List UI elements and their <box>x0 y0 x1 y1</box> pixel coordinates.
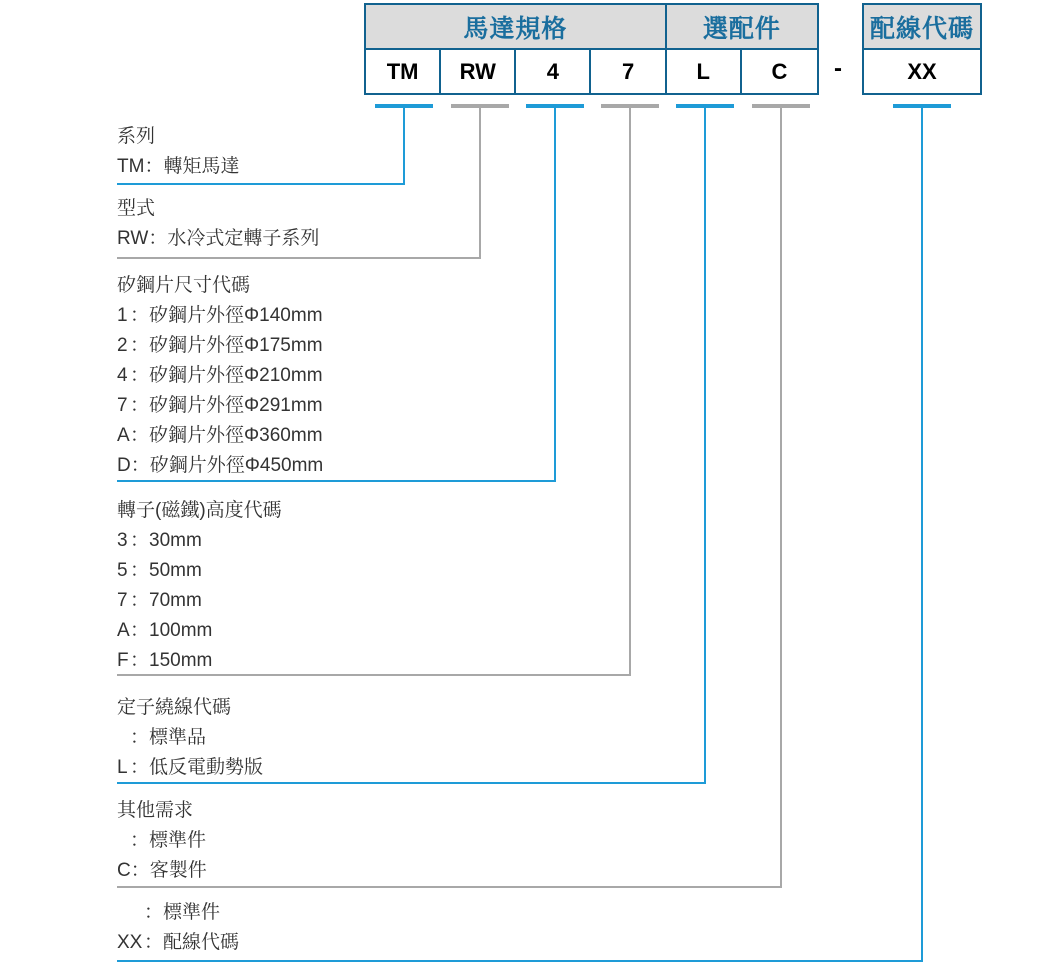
code-cell-other: C <box>771 58 788 84</box>
code-value: F <box>117 650 129 671</box>
code-description: 70mm <box>149 590 202 611</box>
colon: ： <box>130 590 150 611</box>
code-value: 5 <box>117 560 128 581</box>
section-title: 定子繞線代碼 <box>117 697 232 718</box>
colon: ： <box>130 335 150 356</box>
table-header-options: 選配件 <box>667 5 817 50</box>
colon: ： <box>130 757 150 778</box>
colon: ： <box>148 228 168 249</box>
section-type <box>117 194 319 254</box>
code-value: D <box>117 455 131 476</box>
code-value: A <box>117 425 130 446</box>
colon: ： <box>144 902 164 923</box>
section-title: 矽鋼片尺寸代碼 <box>117 275 251 296</box>
code-cell-lamination: 4 <box>516 50 591 93</box>
connector-line-wiring-code <box>921 104 923 962</box>
code-value: XX <box>117 932 143 953</box>
section-series <box>117 122 239 182</box>
code-description: 矽鋼片外徑Φ140mm <box>149 305 323 326</box>
code-description: 矽鋼片外徑Φ210mm <box>149 365 323 386</box>
connector-line-rotor-magnet-height-code <box>629 104 631 676</box>
separator-dash: - <box>834 55 842 82</box>
code-definition <box>117 556 282 586</box>
colon: ： <box>130 425 150 446</box>
code-definition <box>117 421 323 451</box>
colon: ： <box>130 620 150 641</box>
code-definition <box>117 451 323 481</box>
code-value: 7 <box>117 395 128 416</box>
code-definition <box>117 646 282 676</box>
connector-line-type <box>479 104 481 259</box>
code-definition <box>117 723 263 753</box>
code-description: 50mm <box>149 560 202 581</box>
connector-line-other-requirements <box>780 104 782 888</box>
colon: ： <box>130 455 150 476</box>
code-cell-rotor-height: 7 <box>591 50 666 93</box>
code-description: 150mm <box>149 650 213 671</box>
code-description: 轉矩馬達 <box>163 156 240 177</box>
section-other-requirements <box>117 796 207 886</box>
section-underline-type <box>117 257 481 259</box>
code-definition <box>117 753 263 783</box>
code-definition <box>117 616 282 646</box>
code-value: 1 <box>117 305 128 326</box>
code-definition <box>117 826 207 856</box>
code-cell-winding: L <box>667 50 742 93</box>
section-title: 轉子(磁鐵)高度代碼 <box>117 500 282 521</box>
code-description: 標準品 <box>149 727 207 748</box>
section-stator-winding-code <box>117 693 263 783</box>
code-definition <box>117 152 239 182</box>
colon: ： <box>130 560 150 581</box>
colon: ： <box>130 530 150 551</box>
colon: ： <box>130 365 150 386</box>
connector-line-lamination-size-code <box>554 104 556 482</box>
code-description: 客製件 <box>149 860 207 881</box>
connector-line-stator-winding-code <box>704 104 706 784</box>
section-title: 系列 <box>117 126 156 147</box>
section-title: 其他需求 <box>117 800 194 821</box>
code-definition <box>117 856 207 886</box>
section-underline-series <box>117 183 405 185</box>
code-definition <box>117 928 239 958</box>
code-value: 7 <box>117 590 128 611</box>
code-definition <box>117 898 239 928</box>
colon: ： <box>130 830 150 851</box>
code-description: 矽鋼片外徑Φ360mm <box>149 425 323 446</box>
section-underline-wiring-code <box>117 960 923 962</box>
code-value: A <box>117 620 130 641</box>
code-definition <box>117 586 282 616</box>
section-underline-other-requirements <box>117 886 782 888</box>
code-description: 矽鋼片外徑Φ450mm <box>149 455 324 476</box>
code-cell-type: RW <box>441 50 516 93</box>
code-value: C <box>117 860 131 881</box>
section-lamination-size-code <box>117 271 323 481</box>
code-description: 30mm <box>149 530 202 551</box>
table-header-wiring-code: 配線代碼 <box>864 5 980 50</box>
connector-line-series <box>403 104 405 185</box>
colon: ： <box>130 650 150 671</box>
motor-spec-table <box>364 3 819 95</box>
code-value: RW <box>117 228 149 249</box>
colon: ： <box>130 305 150 326</box>
code-value: TM <box>117 156 145 177</box>
code-definition <box>117 301 323 331</box>
code-description: 低反電動勢版 <box>149 757 264 778</box>
section-title: 型式 <box>117 198 156 219</box>
code-definition <box>117 526 282 556</box>
colon: ： <box>130 395 150 416</box>
code-description: 標準件 <box>163 902 221 923</box>
code-description: 100mm <box>149 620 213 641</box>
code-description: 標準件 <box>149 830 207 851</box>
code-definition <box>117 361 323 391</box>
code-value: L <box>117 757 128 778</box>
code-description: 水冷式定轉子系列 <box>167 228 320 249</box>
code-description: 配線代碼 <box>163 932 240 953</box>
section-rotor-magnet-height-code <box>117 496 282 676</box>
code-definition <box>117 331 323 361</box>
table-header-motor-spec: 馬達規格 <box>366 5 667 50</box>
colon: ： <box>144 156 164 177</box>
wiring-code-table <box>862 3 982 95</box>
code-value: 2 <box>117 335 128 356</box>
section-wiring-code <box>117 898 239 958</box>
code-definition <box>117 224 319 254</box>
code-cell-series: TM <box>366 50 441 93</box>
code-definition <box>117 391 323 421</box>
code-description: 矽鋼片外徑Φ291mm <box>149 395 323 416</box>
code-value: 3 <box>117 530 128 551</box>
colon: ： <box>130 727 150 748</box>
code-cell-wiring: XX <box>907 58 937 84</box>
code-value: 4 <box>117 365 128 386</box>
colon: ： <box>130 860 150 881</box>
colon: ： <box>144 932 164 953</box>
code-description: 矽鋼片外徑Φ175mm <box>149 335 323 356</box>
